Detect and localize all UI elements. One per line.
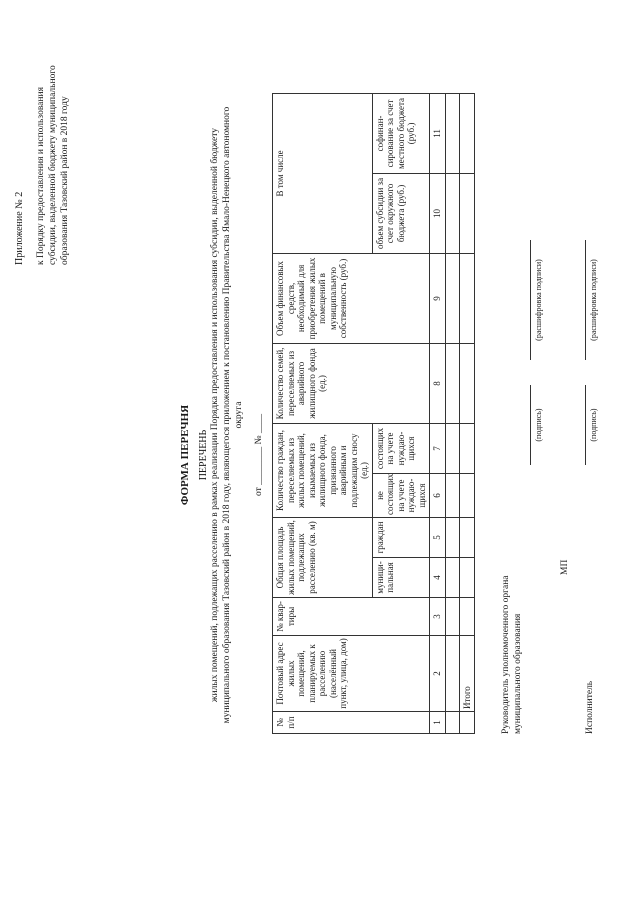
total-row: [459, 93, 475, 733]
appendix-line: образования Тазовский район в 2018 году: [60, 96, 70, 265]
decode-hint: (расшифровка подписи): [534, 259, 543, 341]
header-including: В том числе: [273, 93, 373, 253]
header-funds: Объем финансовых средств, необходимый для приобретения жилых помещений в муниципальную собственность (руб.): [273, 253, 430, 343]
header-apartment: № квар-тиры: [273, 598, 430, 636]
header-citizens: Количество граждан, переселяемых из жилых помещений, изымаемых из жилищного фонда, признанного аварийным и подлежащим сносу (ед.): [273, 423, 373, 517]
col-number: 3: [430, 598, 446, 636]
header-area: Общая площадь жилых помещений, подлежащих расселению (кв. м): [273, 517, 373, 597]
subheading-line: округа: [234, 401, 244, 429]
col-number: 4: [430, 558, 446, 598]
decode-line: [530, 240, 531, 360]
col-number: 10: [430, 173, 446, 253]
col-number: 7: [430, 423, 446, 473]
subheader-local-cofinancing: софинан-сирование за счет местного бюджета (руб.): [372, 93, 430, 173]
col-number: 1: [430, 712, 446, 734]
executor-label: Исполнитель: [585, 680, 595, 734]
signature-hint: (подпись): [534, 408, 543, 442]
signature-line: [585, 385, 586, 465]
appendix-title: Приложение № 2: [14, 191, 25, 265]
subheader-regional-subsidy: объем субсидии за счет окружного бюджета (руб.): [372, 173, 430, 253]
table-row: [445, 93, 459, 733]
col-number: 5: [430, 517, 446, 557]
appendix-line: субсидии, выделенной бюджету муниципального: [48, 65, 58, 265]
list-heading: ПЕРЕЧЕНЬ: [198, 429, 209, 481]
header-families: Количество семей, переселяемых из аварийного жилищного фонда (ед.): [273, 343, 430, 423]
col-number: 6: [430, 473, 446, 517]
signature-hint: (подпись): [589, 408, 598, 442]
header-num: № п/п: [273, 712, 430, 734]
decode-line: [585, 240, 586, 360]
total-label: Итого: [459, 636, 475, 712]
col-number: 2: [430, 636, 446, 712]
subheading-line: жилых помещений, подлежащих расселению в рамках реализации Порядка предоставления и использования субсидии, выделенной бюджету: [210, 127, 220, 703]
col-number: 9: [430, 253, 446, 343]
header-address: Почтовый адрес жилых помещений, планируемых к расселению (населённый пункт, улица, дом): [273, 636, 430, 712]
head-label: [500, 514, 524, 734]
col-number: 11: [430, 93, 446, 173]
subheader-citizens: граждан: [372, 517, 430, 557]
list-table: [272, 93, 475, 734]
appendix-line: к Порядку предоставления и использования: [36, 87, 46, 265]
subheader-not-registered: не состоящих на учете нуждаю-щихся: [372, 473, 430, 517]
decode-hint: (расшифровка подписи): [589, 259, 598, 341]
date-line: от ________ № ____: [254, 414, 264, 496]
head-label-text: Руководитель уполномоченного органа муниципального образования: [501, 575, 523, 734]
signature-line: [530, 385, 531, 465]
subheading-line: муниципального образования Тазовский район в 2018 году, являющегося приложением к постановлению Правительства Ямало-Ненецкого автономного: [222, 106, 232, 724]
form-title: ФОРМА ПЕРЕЧНЯ: [179, 404, 191, 506]
subheader-municipal: муници-пальная: [372, 558, 430, 598]
column-number-row: [430, 93, 446, 733]
subheader-registered: состоящих на учете нуждаю-щихся: [372, 423, 430, 473]
stamp-label: МП: [560, 559, 570, 575]
col-number: 8: [430, 343, 446, 423]
